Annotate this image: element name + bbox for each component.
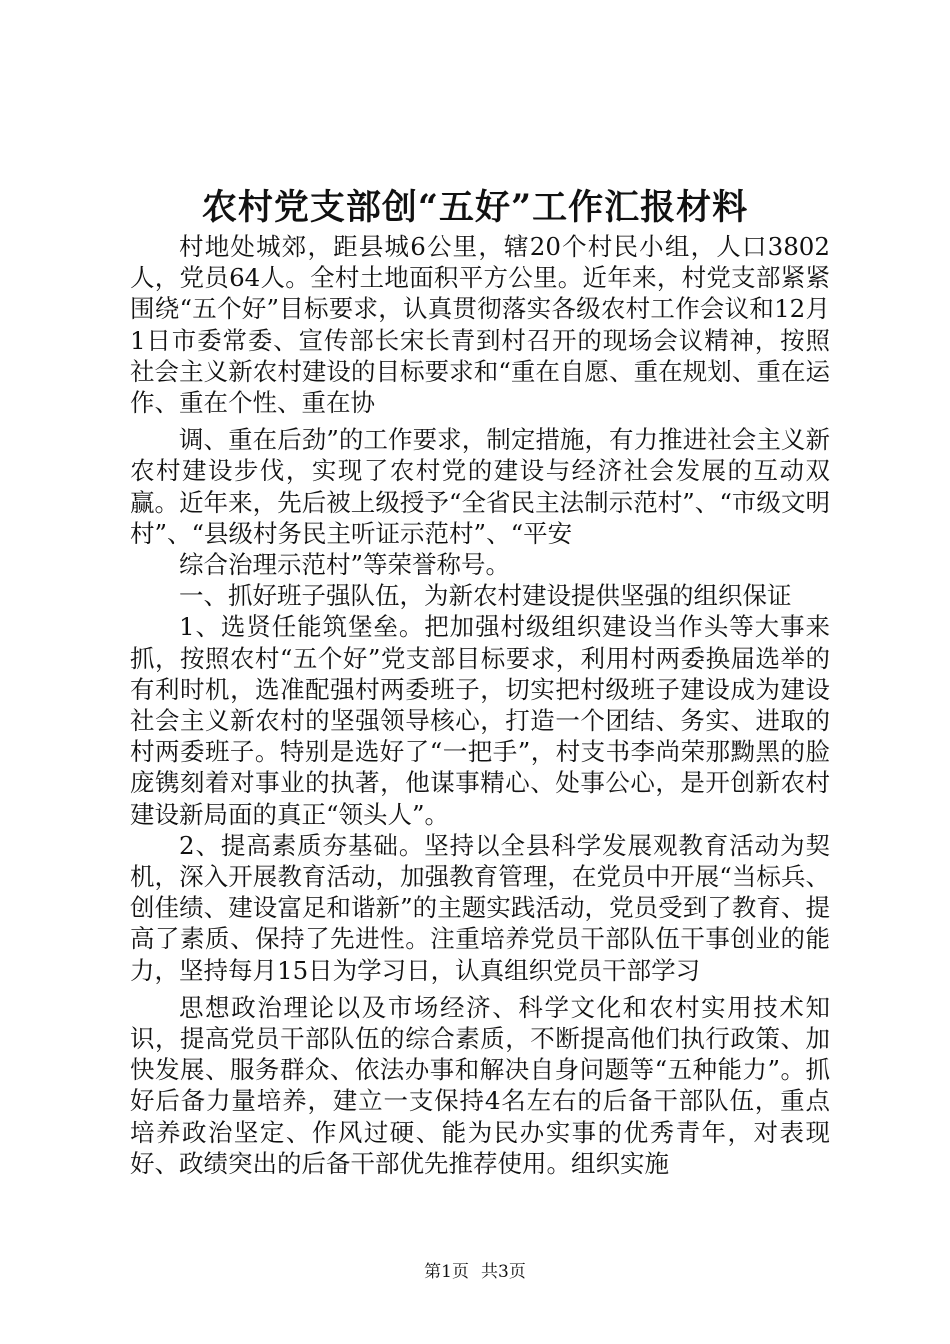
section-heading-one: 一、抓好班子强队伍，为新农村建设提供坚强的组织保证 (179, 581, 792, 611)
paragraph-requirements: 调、重在后劲”的工作要求，制定措施，有力推进社会主义新农村建设步伐，实现了农村党的建设与经济社会发展的互动双赢。近年来，先后被上级授予“全省民主法制示范村”、“市级文明村”、“县级村务民主听证示范村”、“平安 (130, 425, 830, 548)
document-body (130, 231, 830, 1179)
page-number: 第1页 (424, 1262, 469, 1282)
page-footer (0, 1260, 950, 1284)
paragraph-intro: 村地处城郊，距县城6公里，辖20个村民小组，人口3802人，党员64人。全村土地面积平方公里。近年来，村党支部紧紧围绕“五个好”目标要求，认真贯彻落实各级农村工作会议和12月1日市委常委、宣传部长宋长青到村召开的现场会议精神，按照社会主义新农村建设的目标要求和“重在自愿、重在规划、重在运作、重在个性、重在协 (130, 232, 830, 418)
paragraph-honors: 综合治理示范村”等荣誉称号。 (179, 550, 511, 580)
document-title: 农村党支部创“五好”工作汇报材料 (201, 187, 749, 228)
page-total: 共3页 (481, 1262, 526, 1282)
paragraph-item-one: 1、选贤任能筑堡垒。把加强村级组织建设当作头等大事来抓，按照农村“五个好”党支部目标要求，利用村两委换届选举的有利时机，选准配强村两委班子，切实把村级班子建设成为建设社会主义新农村的坚强领导核心，打造一个团结、务实、进取的村两委班子。特别是选好了“一把手”，村支书李尚荣那黝黑的脸庞镌刻着对事业的执著，他谋事精心、处事公心，是开创新农村建设新局面的真正“领头人”。 (130, 612, 830, 829)
paragraph-item-two-continued: 思想政治理论以及市场经济、科学文化和农村实用技术知识，提高党员干部队伍的综合素质，不断提高他们执行政策、加快发展、服务群众、依法办事和解决自身问题等“五种能力”。抓好后备力量培养，建立一支保持4名左右的后备干部队伍，重点培养政治坚定、作风过硬、能为民办实事的优秀青年，对表现好、政绩突出的后备干部优先推荐使用。组织实施 (130, 992, 830, 1178)
paragraph-item-two: 2、提高素质夯基础。坚持以全县科学发展观教育活动为契机，深入开展教育活动，加强教育管理，在党员中开展“当标兵、创佳绩、建设富足和谐新”的主题实践活动，党员受到了教育、提高了素质、保持了先进性。注重培养党员干部队伍干事创业的能力，坚持每月15日为学习日，认真组织党员干部学习 (130, 830, 830, 985)
